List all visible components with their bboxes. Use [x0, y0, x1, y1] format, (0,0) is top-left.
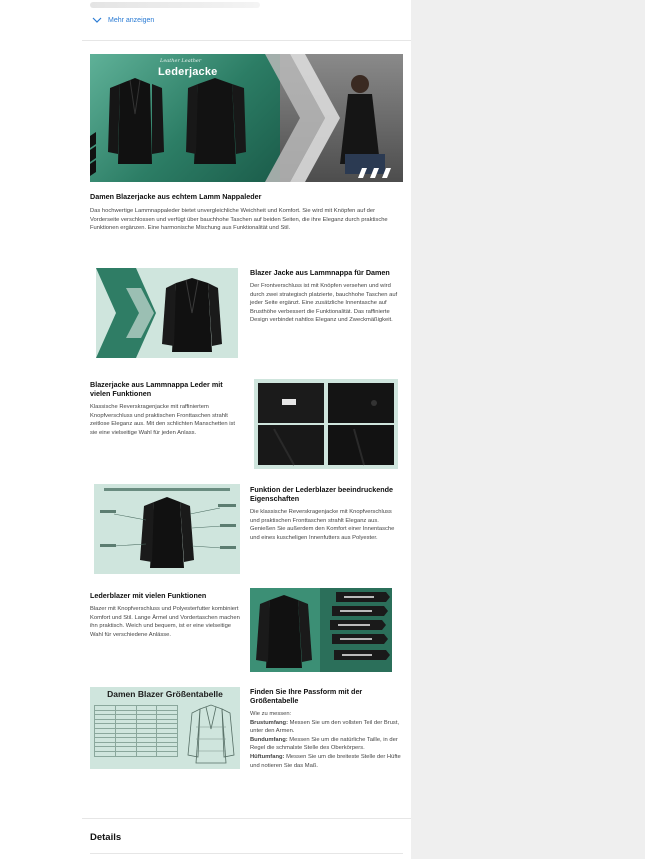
size-chart-table — [94, 705, 178, 757]
jacket-details-collage-image — [254, 379, 398, 469]
divider — [82, 818, 411, 819]
jacket-feature-tags-image — [250, 588, 392, 672]
divider — [82, 40, 411, 41]
details-heading[interactable]: Details — [90, 832, 122, 843]
divider — [90, 853, 403, 854]
section-text: Blazer mit Knopfverschluss und Polyesterfutter kombiniert Komfort und Stil. Lange Ärmel und Vordertaschen machen ihn praktisch. Weich und bequem, ist er eine vielseitige Wahl für verschiedene Anlässe. — [90, 606, 240, 638]
page-left-gutter — [0, 0, 82, 859]
measure-item: Bundumfang: Messen Sie um die natürliche Taille, in der Regel die schmalste Stelle des Oberkörpers. — [250, 736, 398, 752]
measure-intro: Wie zu messen: — [250, 711, 292, 717]
section-3-text — [250, 485, 402, 542]
show-more-label: Mehr anzeigen — [108, 16, 155, 24]
jacket-outline-sketch — [184, 703, 238, 767]
section-text: Klassische Reverskragenjacke mit raffiniertem Knopfverschluss und praktischen Fronttaschen strahlt zeitlose Eleganz aus. Mit den schlichten Manschetten ist sie eine vielseitige Wahl für jeden Anlass. — [90, 404, 235, 436]
section-text: Der Frontverschluss ist mit Knöpfen versehen und wird durch zwei strategisch platzierte, bauchhohe Taschen auf jeder Seite ergänzt. Eine zusätzliche Innentasche auf Brusthöhe verbessert die Funktionalität. Das raffinierte Design verbindet nahtlos Eleganz und Zweckmäßigkeit. — [250, 283, 398, 324]
show-more-link[interactable] — [92, 16, 154, 24]
measure-item: Hüftumfang: Messen Sie um die breiteste Stelle der Hüfte und notieren Sie das Maß. — [250, 753, 401, 769]
right-rail — [411, 0, 645, 859]
section-1-text — [250, 268, 402, 325]
section-text: Die klassische Reverskragenjacke mit Knopfverschluss und praktischen Fronttaschen strahlt Eleganz aus. Genießen Sie außerdem den Komfort einer Innentasche und eines kuscheligen Innenfutters aus Polyester. — [250, 509, 395, 541]
size-chart-image — [90, 687, 240, 769]
chevron-down-icon — [92, 16, 102, 24]
intro-title: Damen Blazerjacke aus echtem Lamm Nappaleder — [90, 192, 262, 201]
size-chart-title: Damen Blazer Größentabelle — [107, 689, 223, 699]
section-title: Blazer Jacke aus Lammnappa für Damen — [250, 268, 390, 277]
banner-title: Lederjacke — [158, 66, 218, 78]
section-title: Finden Sie Ihre Passform mit der Größentabelle — [250, 687, 363, 705]
jacket-features-diagram-image — [94, 484, 240, 574]
size-guide-text — [250, 687, 404, 770]
page-right-edge — [645, 0, 658, 859]
measure-item: Brustumfang: Messen Sie um den vollsten Teil der Brust, unter den Armen. — [250, 719, 400, 735]
section-title: Blazerjacke aus Lammnappa Leder mit vielen Funktionen — [90, 380, 223, 398]
section-title: Funktion der Lederblazer beeindruckende Eigenschaften — [250, 485, 393, 503]
section-2-text — [90, 380, 240, 437]
intro-section — [90, 192, 403, 233]
brand-logo: Leather Leather — [160, 58, 202, 64]
section-title: Lederblazer mit vielen Funktionen — [90, 591, 207, 600]
product-description-card — [82, 0, 411, 859]
hero-banner-image — [90, 54, 403, 182]
banner-graphic — [90, 54, 403, 182]
jacket-front-image — [96, 268, 238, 358]
section-4-text — [90, 591, 240, 639]
intro-text: Das hochwertige Lammnappaleder bietet unvergleichliche Weichheit und Komfort. Sie wird mit Knöpfen auf der Vorderseite verschlossen und verfügt über bauchhohe Taschen auf beiden Seiten, die ihre Eleganz durch praktische Funktionen ergänzen. Eine harmonische Mischung aus Funktionalität und Stil. — [90, 208, 388, 232]
faded-text-line — [90, 2, 260, 8]
